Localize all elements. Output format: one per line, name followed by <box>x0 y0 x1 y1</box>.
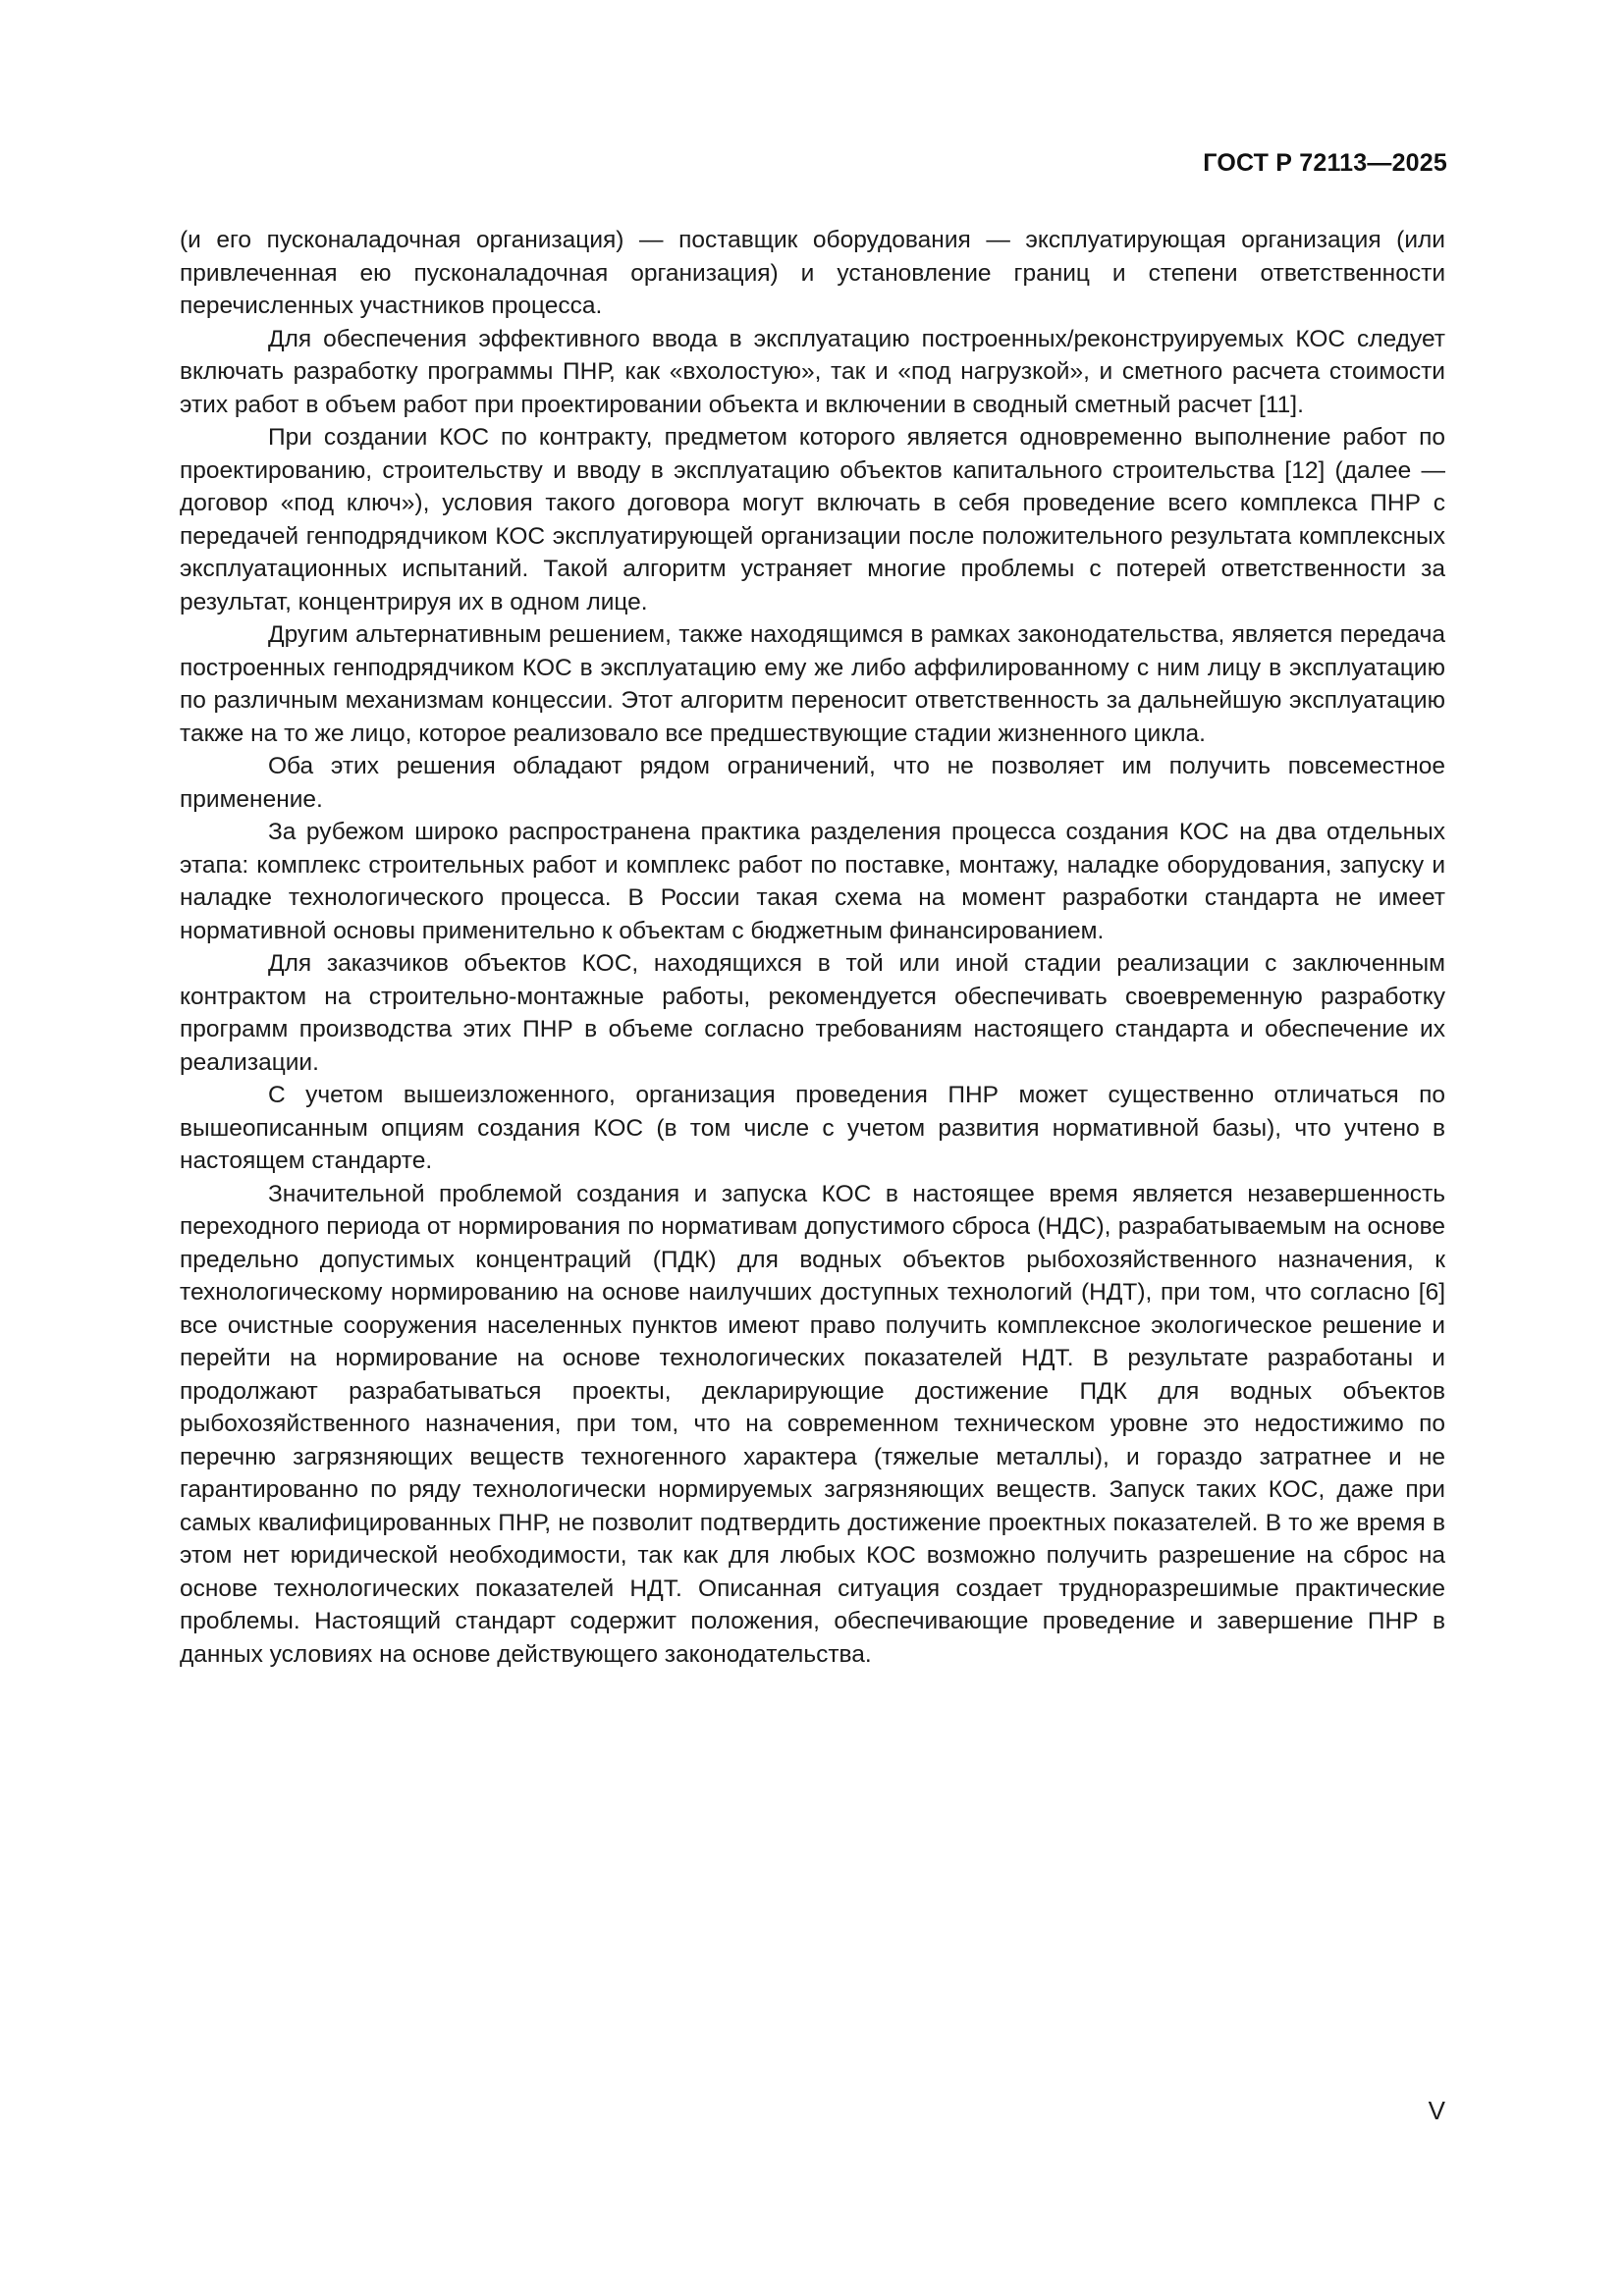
document-body <box>180 224 1445 1671</box>
paragraph: Значительной проблемой создания и запуска КОС в настоящее время является незавершенность переходного периода от нормирования по нормативам допустимого сброса (НДС), разрабатываемым на основе предельно допустимых концентраций (ПДК) для водных объектов рыбохозяйственного назначения, к технологическому нормированию на основе наилучших доступных технологий (НДТ), при том, что согласно [6] все очистные сооружения населенных пунктов имеют право получить комплексное экологическое решение и перейти на нормирование на основе технологических показателей НДТ. В результате разработаны и продолжают разрабатываться проекты, декларирующие достижение ПДК для водных объектов рыбохозяйственного назначения, при том, что на современном техническом уровне это недостижимо по перечню загрязняющих веществ техногенного характера (тяжелые металлы), и гораздо затратнее и не гарантированно по ряду технологически нормируемых загрязняющих веществ. Запуск таких КОС, даже при самых квалифицированных ПНР, не позволит подтвердить достижение проектных показателей. В то же время в этом нет юридической необходимости, так как для любых КОС возможно получить разрешение на сброс на основе технологических показателей НДТ. Описанная ситуация создает трудноразрешимые практические проблемы. Настоящий стандарт содержит положения, обеспечивающие проведение и завершение ПНР в данных условиях на основе действующего законодательства. <box>180 1180 1445 1668</box>
paragraph: (и его пусконаладочная организация) — поставщик оборудования — эксплуатирующая организация (или привлеченная ею пусконаладочная организация) и установление границ и степени ответственности перечисленных участников процесса. <box>180 227 1445 319</box>
paragraph: Другим альтернативным решением, также находящимся в рамках законодательства, является передача построенных генподрядчиком КОС в эксплуатацию ему же либо аффилированному с ним лицу в эксплуатацию по различным механизмам концессии. Этот алгоритм переносит ответственность за дальнейшую эксплуатацию также на то же лицо, которое реализовало все предшествующие стадии жизненного цикла. <box>180 621 1445 747</box>
page-number: V <box>1428 2096 1445 2125</box>
paragraph: Для обеспечения эффективного ввода в эксплуатацию построенных/реконструируемых КОС следует включать разработку программы ПНР, как «вхолостую», так и «под нагрузкой», и сметного расчета стоимости этих работ в объем работ при проектировании объекта и включении в сводный сметный расчет [11]. <box>180 325 1445 418</box>
paragraph: При создании КОС по контракту, предметом которого является одновременно выполнение работ по проектированию, строительству и вводу в эксплуатацию объектов капитального строительства [12] (далее — договор «под ключ»), условия такого договора могут включать в себя проведение всего комплекса ПНР с передачей генподрядчиком КОС эксплуатирующей организации после положительного результата комплексных эксплуатационных испытаний. Такой алгоритм устраняет многие проблемы с потерей ответственности за результат, концентрируя их в одном лице. <box>180 424 1445 615</box>
paragraph: Оба этих решения обладают рядом ограничений, что не позволяет им получить повсеместное применение. <box>180 753 1445 813</box>
paragraph: Для заказчиков объектов КОС, находящихся в той или иной стадии реализации с заключенным контрактом на строительно-монтажные работы, рекомендуется обеспечивать своевременную разработку программ производства этих ПНР в объеме согласно требованиям настоящего стандарта и обеспечение их реализации. <box>180 950 1445 1076</box>
document-header: ГОСТ Р 72113—2025 <box>1203 149 1447 177</box>
paragraph: За рубежом широко распространена практика разделения процесса создания КОС на два отдельных этапа: комплекс строительных работ и комплекс работ по поставке, монтажу, наладке оборудования, запуску и наладке технологического процесса. В России такая схема на момент разработки стандарта не имеет нормативной основы применительно к объектам с бюджетным финансированием. <box>180 819 1445 944</box>
paragraph: С учетом вышеизложенного, организация проведения ПНР может существенно отличаться по вышеописанным опциям создания КОС (в том числе с учетом развития нормативной базы), что учтено в настоящем стандарте. <box>180 1082 1445 1174</box>
